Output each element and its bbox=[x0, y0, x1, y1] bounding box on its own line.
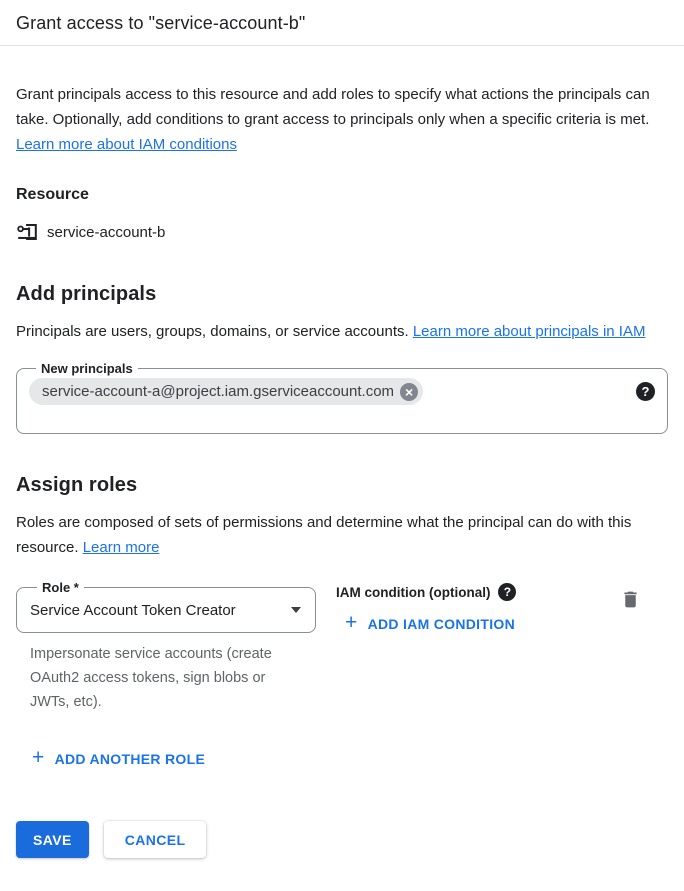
role-description: Impersonate service accounts (create OAuth2 access tokens, sign blobs or JWTs, etc). bbox=[30, 646, 272, 710]
add-principals-heading: Add principals bbox=[16, 283, 157, 305]
principal-chip bbox=[29, 378, 423, 405]
add-another-role-button[interactable] bbox=[32, 746, 206, 769]
principals-help-icon[interactable]: ? bbox=[636, 382, 655, 401]
role-row bbox=[16, 580, 668, 714]
plus-icon: + bbox=[32, 746, 45, 769]
remove-principal-icon[interactable]: × bbox=[400, 383, 418, 401]
resource-name: service-account-b bbox=[47, 223, 166, 241]
delete-role-button[interactable] bbox=[620, 589, 641, 610]
resource-heading: Resource bbox=[16, 186, 89, 203]
add-iam-condition-button[interactable] bbox=[345, 611, 516, 634]
save-button[interactable]: SAVE bbox=[16, 821, 89, 858]
roles-text: Roles are composed of sets of permissions and determine what the principal can do with this resource. bbox=[16, 514, 632, 556]
trash-icon bbox=[620, 589, 641, 610]
assign-roles-heading: Assign roles bbox=[16, 474, 138, 496]
dialog-title: Grant access to "service-account-b" bbox=[16, 13, 306, 33]
role-column bbox=[16, 580, 316, 714]
role-selected-value: Service Account Token Creator bbox=[30, 601, 236, 619]
dialog-content bbox=[0, 82, 684, 858]
dialog-header bbox=[0, 0, 684, 46]
service-account-icon bbox=[16, 221, 38, 243]
roles-paragraph bbox=[16, 510, 668, 560]
resource-row bbox=[16, 221, 668, 243]
role-label: Role * bbox=[42, 580, 79, 595]
role-select-field[interactable] bbox=[16, 580, 316, 633]
learn-more-iam-conditions-link[interactable]: Learn more about IAM conditions bbox=[16, 136, 237, 153]
add-another-role-label: ADD ANOTHER ROLE bbox=[54, 750, 206, 767]
principals-paragraph bbox=[16, 319, 668, 344]
cancel-button[interactable]: CANCEL bbox=[104, 821, 207, 858]
condition-help-icon[interactable]: ? bbox=[498, 583, 516, 601]
plus-icon: + bbox=[345, 611, 358, 634]
add-iam-condition-label: ADD IAM CONDITION bbox=[367, 615, 516, 632]
condition-label: IAM condition (optional) bbox=[336, 584, 491, 600]
condition-column bbox=[336, 580, 516, 634]
intro-text: Grant principals access to this resource and add roles to specify what actions the principals can take. Optionally, add conditions to grant access to principals only when a specific criteria is met. bbox=[16, 86, 650, 128]
condition-label-row bbox=[336, 583, 516, 601]
learn-more-principals-link[interactable]: Learn more about principals in IAM bbox=[412, 323, 646, 340]
principals-text: Principals are users, groups, domains, or service accounts. bbox=[16, 323, 413, 340]
role-select[interactable] bbox=[30, 595, 303, 625]
dialog-footer bbox=[16, 821, 668, 858]
new-principals-field[interactable] bbox=[16, 361, 668, 434]
principal-chip-label: service-account-a@project.iam.gserviceaccount.com bbox=[42, 383, 395, 400]
intro-paragraph bbox=[16, 82, 668, 157]
dropdown-arrow-icon bbox=[291, 607, 301, 613]
new-principals-label: New principals bbox=[41, 361, 133, 376]
roles-learn-more-link[interactable]: Learn more bbox=[82, 539, 160, 556]
new-principals-body[interactable] bbox=[29, 378, 655, 405]
